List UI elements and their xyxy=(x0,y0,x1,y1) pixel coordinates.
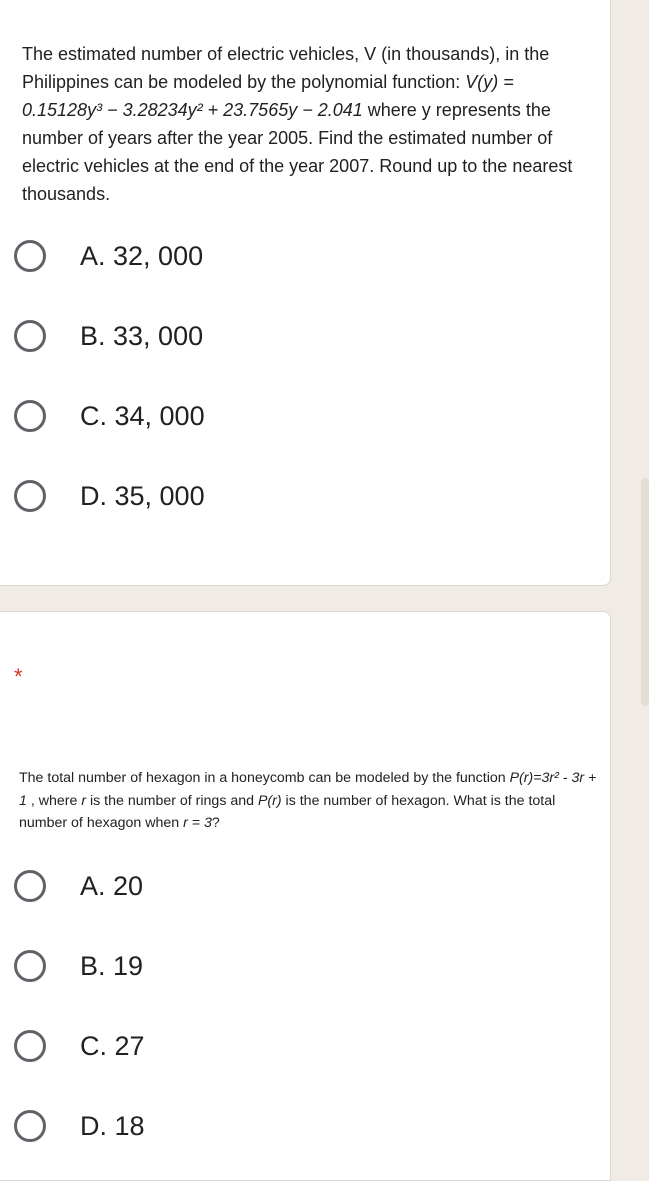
scrollbar-thumb[interactable] xyxy=(641,478,649,706)
q2-option-b[interactable] xyxy=(14,944,143,988)
option-label: C. 27 xyxy=(80,1030,145,1061)
q2-option-a[interactable] xyxy=(14,864,143,908)
radio-icon[interactable] xyxy=(14,400,46,432)
q2-option-c[interactable] xyxy=(14,1024,145,1068)
option-label: B. 19 xyxy=(80,950,144,981)
option-label: C. 34, 000 xyxy=(80,400,205,431)
q1-option-b[interactable] xyxy=(14,314,203,358)
radio-icon[interactable] xyxy=(14,870,46,902)
q1-option-a[interactable] xyxy=(14,234,203,278)
q1-option-d[interactable] xyxy=(14,474,205,518)
question-1-formula: V(y) = 0.15128y³ − 3.28234y² + 23.7565y − 2.041 xyxy=(22,72,514,120)
radio-icon[interactable] xyxy=(14,320,46,352)
question-2-formula: P(r)=3r² - 3r + 1 xyxy=(19,770,597,809)
q1-option-c[interactable] xyxy=(14,394,205,438)
question-1-text: The estimated number of electric vehicles, V (in thousands), in the Philippines can be modeled by the polynomial function: V(y) = 0.15128y³ − 3.28234y² + 23.7565y − 2.041 where y represents the number of years after the year 2005. Find the estimated number of electric vehicles at the end of the year 2007. Round up to the nearest thousands. xyxy=(22,44,573,204)
required-asterisk: * xyxy=(14,664,23,689)
option-label: D. 35, 000 xyxy=(80,480,205,511)
question-2-text: The total number of hexagon in a honeycomb can be modeled by the function P(r)=3r² - 3r + 1 , where r is the number of rings and P(r) is the number of hexagon. What is the total number of hexagon when r = 3? xyxy=(19,770,597,831)
option-label: D. 18 xyxy=(80,1110,145,1141)
q2-option-d[interactable] xyxy=(14,1104,145,1148)
option-label: B. 33, 000 xyxy=(80,320,204,351)
radio-icon[interactable] xyxy=(14,480,46,512)
radio-icon[interactable] xyxy=(14,240,46,272)
radio-icon[interactable] xyxy=(14,1030,46,1062)
radio-icon[interactable] xyxy=(14,1110,46,1142)
radio-icon[interactable] xyxy=(14,950,46,982)
option-label: A. 32, 000 xyxy=(80,240,204,271)
option-label: A. 20 xyxy=(80,870,144,901)
